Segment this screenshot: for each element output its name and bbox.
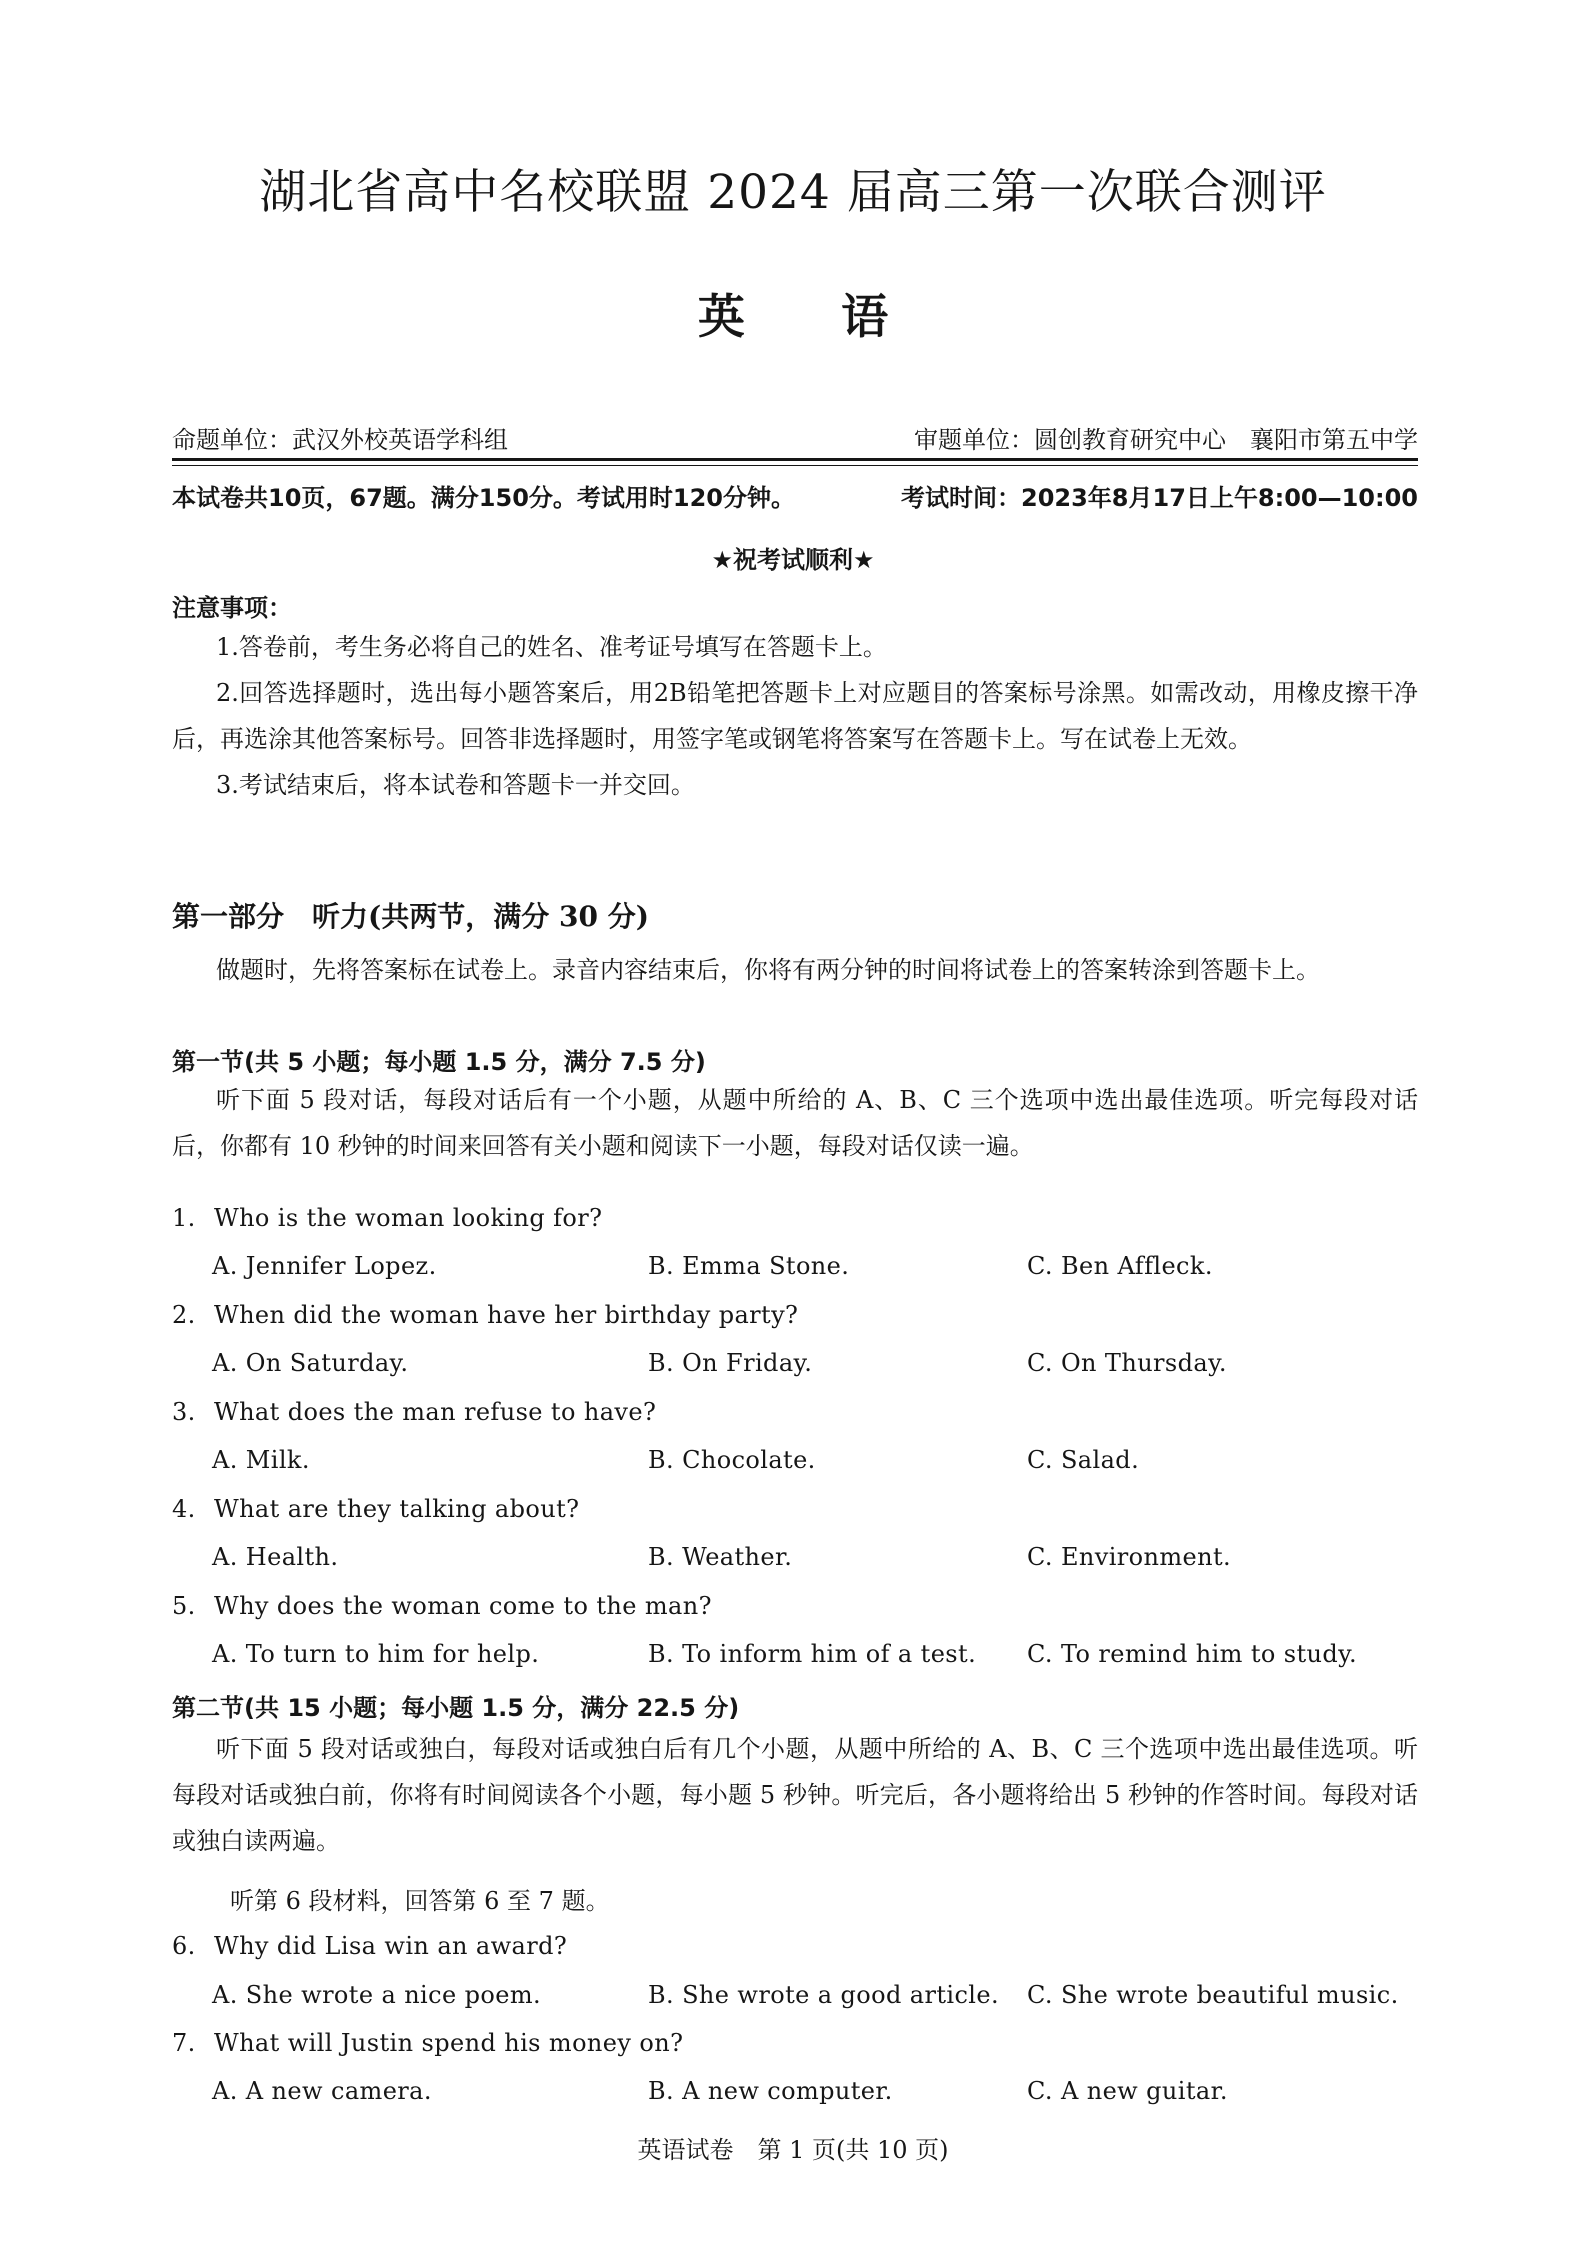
section1-intro: [172, 1077, 1418, 1169]
question-5: [172, 1592, 1418, 1620]
section2-intro-text: 听下面 5 段对话或独白，每段对话或独白后有几个小题，从题中所给的 A、B、C 三个选项中选出最佳选项。听每段对话或独白前，你将有时间阅读各个小题，每小题 5 秒钟。听完后，各小题将给出 5 秒钟的作答时间。每段对话或独白读两遍。: [172, 1735, 1418, 1855]
option-a: A. To turn to him for help.: [212, 1640, 540, 1668]
notes-heading: 注意事项：: [172, 594, 292, 622]
option-c: C. To remind him to study.: [1027, 1640, 1357, 1668]
option-a: A. A new camera.: [212, 2077, 432, 2105]
question-stem: Why did Lisa win an award?: [214, 1932, 568, 1960]
part1-intro: [172, 947, 1418, 993]
part1-heading: [172, 895, 1418, 935]
note-item: 1.答卷前，考生务必将自己的姓名、准考证号填写在答题卡上。: [216, 633, 887, 661]
part1-title: 听力(共两节，满分 30 分): [312, 900, 649, 933]
question-7: [172, 2029, 1418, 2057]
option-b: B. On Friday.: [648, 1349, 813, 1377]
question-number: 7.: [172, 2029, 196, 2057]
option-b: B. Emma Stone.: [648, 1252, 850, 1280]
page-footer: 英语试卷 第 1 页(共 10 页): [637, 2136, 949, 2164]
option-a: A. Jennifer Lopez.: [212, 1252, 437, 1280]
section2-intro: [172, 1726, 1418, 1864]
option-a: A. Milk.: [212, 1446, 310, 1474]
question-number: 4.: [172, 1495, 196, 1523]
question-stem: What are they talking about?: [214, 1495, 580, 1523]
question-4: [172, 1495, 1418, 1523]
question-number: 3.: [172, 1398, 196, 1426]
option-b: B. Chocolate.: [648, 1446, 816, 1474]
question-1: [172, 1204, 1418, 1232]
question-6: [172, 1932, 1418, 1960]
exam-time: 考试时间：2023年8月17日上午8:00—10:00: [901, 484, 1418, 512]
subject-title: 英 语: [697, 290, 889, 345]
header-divider-thin: [172, 465, 1418, 466]
section1-heading: 第一节(共 5 小题；每小题 1.5 分，满分 7.5 分): [172, 1048, 706, 1076]
question-number: 1.: [172, 1204, 196, 1232]
option-a: A. Health.: [212, 1543, 339, 1571]
section1-intro-text: 听下面 5 段对话，每段对话后有一个小题，从题中所给的 A、B、C 三个选项中选出最佳选项。听完每段对话后，你都有 10 秒钟的时间来回答有关小题和阅读下一小题，每段对话仅读一遍。: [172, 1086, 1418, 1160]
option-c: C. Salad.: [1027, 1446, 1140, 1474]
option-c: C. She wrote beautiful music.: [1027, 1981, 1399, 2009]
notes-list: [172, 624, 1418, 808]
question-stem: Who is the woman looking for?: [214, 1204, 603, 1232]
option-b: B. Weather.: [648, 1543, 793, 1571]
header-divider-thick: [172, 458, 1418, 461]
part1-label: 第一部分: [172, 900, 285, 933]
option-c: C. Ben Affleck.: [1027, 1252, 1213, 1280]
setter-unit: 命题单位：武汉外校英语学科组: [172, 426, 508, 454]
option-b: B. She wrote a good article.: [648, 1981, 1000, 2009]
paper-info: 本试卷共10页，67题。满分150分。考试用时120分钟。: [172, 484, 795, 512]
option-c: C. A new guitar.: [1027, 2077, 1228, 2105]
note-item: 2.回答选择题时，选出每小题答案后，用2B铅笔把答题卡上对应题目的答案标号涂黑。如需改动，用橡皮擦干净后，再选涂其他答案标号。回答非选择题时，用签字笔或钢笔将答案写在答题卡上。写在试卷上无效。: [172, 679, 1418, 753]
option-a: A. On Saturday.: [212, 1349, 409, 1377]
option-c: C. Environment.: [1027, 1543, 1232, 1571]
reviewer-unit: 审题单位：圆创教育研究中心 襄阳市第五中学: [914, 426, 1418, 454]
question-2: [172, 1301, 1418, 1329]
exam-title: 湖北省高中名校联盟 2024 届高三第一次联合测评: [259, 165, 1327, 220]
section2-heading: 第二节(共 15 小题；每小题 1.5 分，满分 22.5 分): [172, 1694, 740, 1722]
question-number: 5.: [172, 1592, 196, 1620]
units-row: [172, 420, 1418, 455]
option-c: C. On Thursday.: [1027, 1349, 1227, 1377]
question-stem: Why does the woman come to the man?: [214, 1592, 712, 1620]
question-number: 2.: [172, 1301, 196, 1329]
question-3: [172, 1398, 1418, 1426]
option-a: A. She wrote a nice poem.: [212, 1981, 542, 2009]
part1-intro-text: 做题时，先将答案标在试卷上。录音内容结束后，你将有两分钟的时间将试卷上的答案转涂到答题卡上。: [216, 956, 1320, 984]
question-number: 6.: [172, 1932, 196, 1960]
paper-info-row: [172, 478, 1418, 513]
note-item: 3.考试结束后，将本试卷和答题卡一并交回。: [216, 771, 695, 799]
option-b: B. A new computer.: [648, 2077, 893, 2105]
question-stem: When did the woman have her birthday party?: [214, 1301, 799, 1329]
material-note: 听第 6 段材料，回答第 6 至 7 题。: [230, 1887, 610, 1915]
question-stem: What does the man refuse to have?: [214, 1398, 657, 1426]
question-stem: What will Justin spend his money on?: [214, 2029, 684, 2057]
option-b: B. To inform him of a test.: [648, 1640, 977, 1668]
good-luck-banner: ★祝考试顺利★: [711, 546, 875, 574]
